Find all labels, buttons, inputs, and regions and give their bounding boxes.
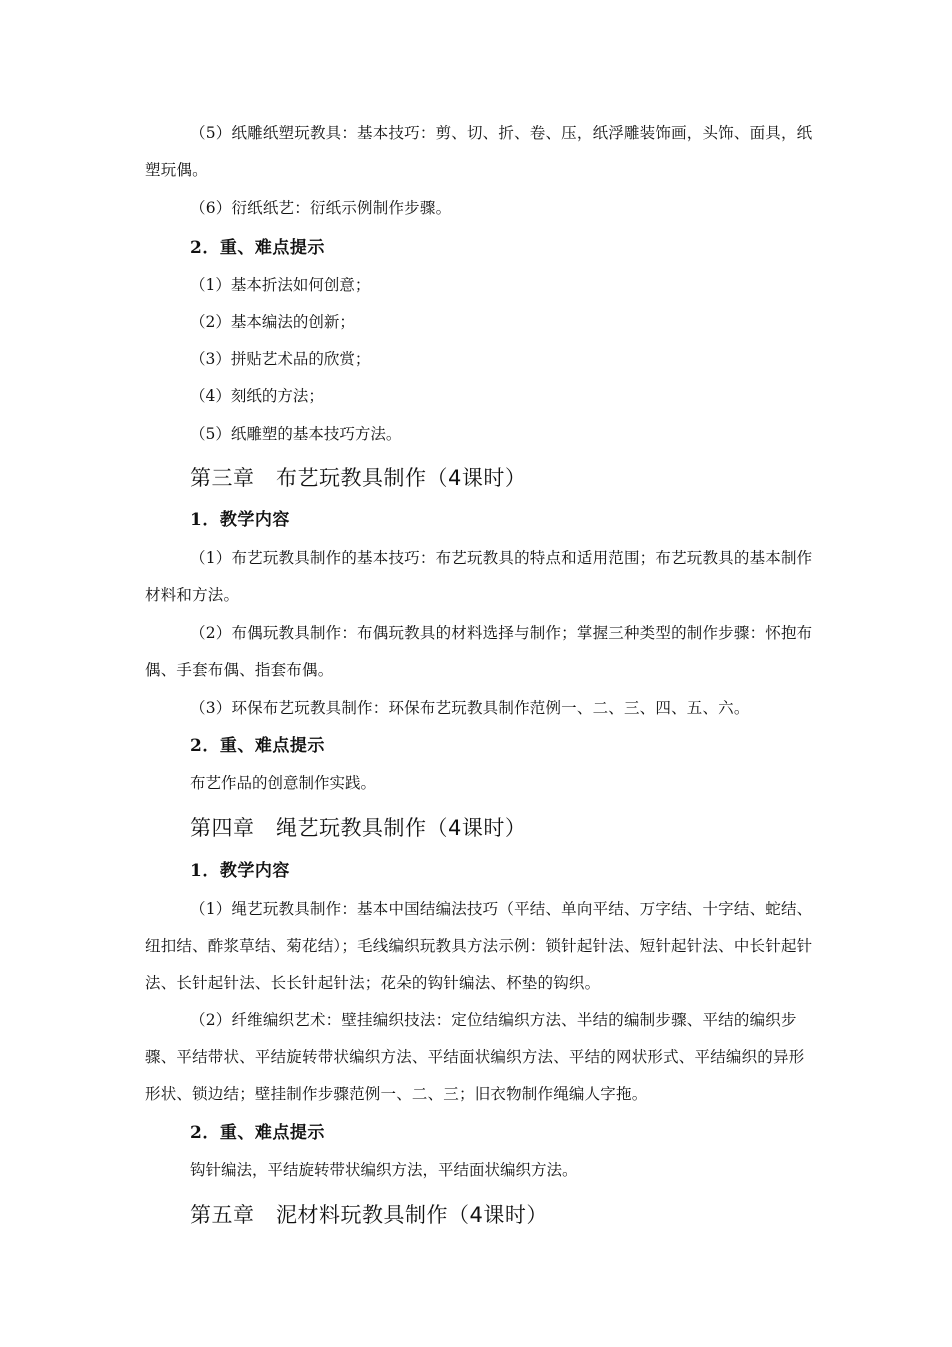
list-item: （3）拼贴艺术品的欣赏； [190, 350, 371, 368]
paragraph: （3）环保布艺玩教具制作：环保布艺玩教具制作范例一、二、三、四、五、六。 [190, 699, 750, 717]
section-heading: 2．重、难点提示 [190, 1123, 325, 1143]
paragraph: （1）绳艺玩教具制作：基本中国结编法技巧（平结、单向平结、万字结、十字结、蛇结、纽扣结、酢浆草结、菊花结）；毛线编织玩教具方法示例：锁针起针法、短针起针法、中长针起针法、长针起针法、长长针起针法；花朵的钩针编法、杯垫的钩织。 [145, 900, 813, 992]
list-item: 钩针编法，平结旋转带状编织方法，平结面状编织方法。 [190, 1161, 578, 1179]
paragraph: （2）纤维编织艺术：壁挂编织技法：定位结编织方法、半结的编制步骤、平结的编织步骤、平结带状、平结旋转带状编织方法、平结面状编织方法、平结的网状形式、平结编织的异形形状、锁边结；壁挂制作步骤范例一、二、三；旧衣物制作绳编人字拖。 [145, 1011, 805, 1103]
chapter-heading: 第五章 泥材料玩教具制作（4课时） [190, 1203, 548, 1227]
paragraph: （5）纸雕纸塑玩教具：基本技巧：剪、切、折、卷、压，纸浮雕装饰画，头饰、面具，纸塑玩偶。 [145, 124, 813, 179]
list-item: （2）基本编法的创新； [190, 313, 355, 331]
list-item: （5）纸雕塑的基本技巧方法。 [190, 425, 402, 443]
chapter-heading: 第三章 布艺玩教具制作（4课时） [190, 466, 527, 490]
section-heading: 1．教学内容 [190, 861, 290, 881]
chapter-heading: 第四章 绳艺玩教具制作（4课时） [190, 816, 527, 840]
paragraph: （6）衍纸纸艺：衍纸示例制作步骤。 [190, 199, 452, 217]
list-item: （1）基本折法如何创意； [190, 276, 371, 294]
paragraph: （1）布艺玩教具制作的基本技巧：布艺玩教具的特点和适用范围；布艺玩教具的基本制作材料和方法。 [145, 549, 813, 604]
list-item: 布艺作品的创意制作实践。 [190, 774, 377, 792]
list-item: （4）刻纸的方法； [190, 387, 324, 405]
section-heading: 2．重、难点提示 [190, 736, 325, 756]
section-heading: 2．重、难点提示 [190, 238, 325, 258]
section-heading: 1．教学内容 [190, 510, 290, 530]
paragraph: （2）布偶玩教具制作：布偶玩教具的材料选择与制作；掌握三种类型的制作步骤：怀抱布偶、手套布偶、指套布偶。 [145, 624, 813, 679]
